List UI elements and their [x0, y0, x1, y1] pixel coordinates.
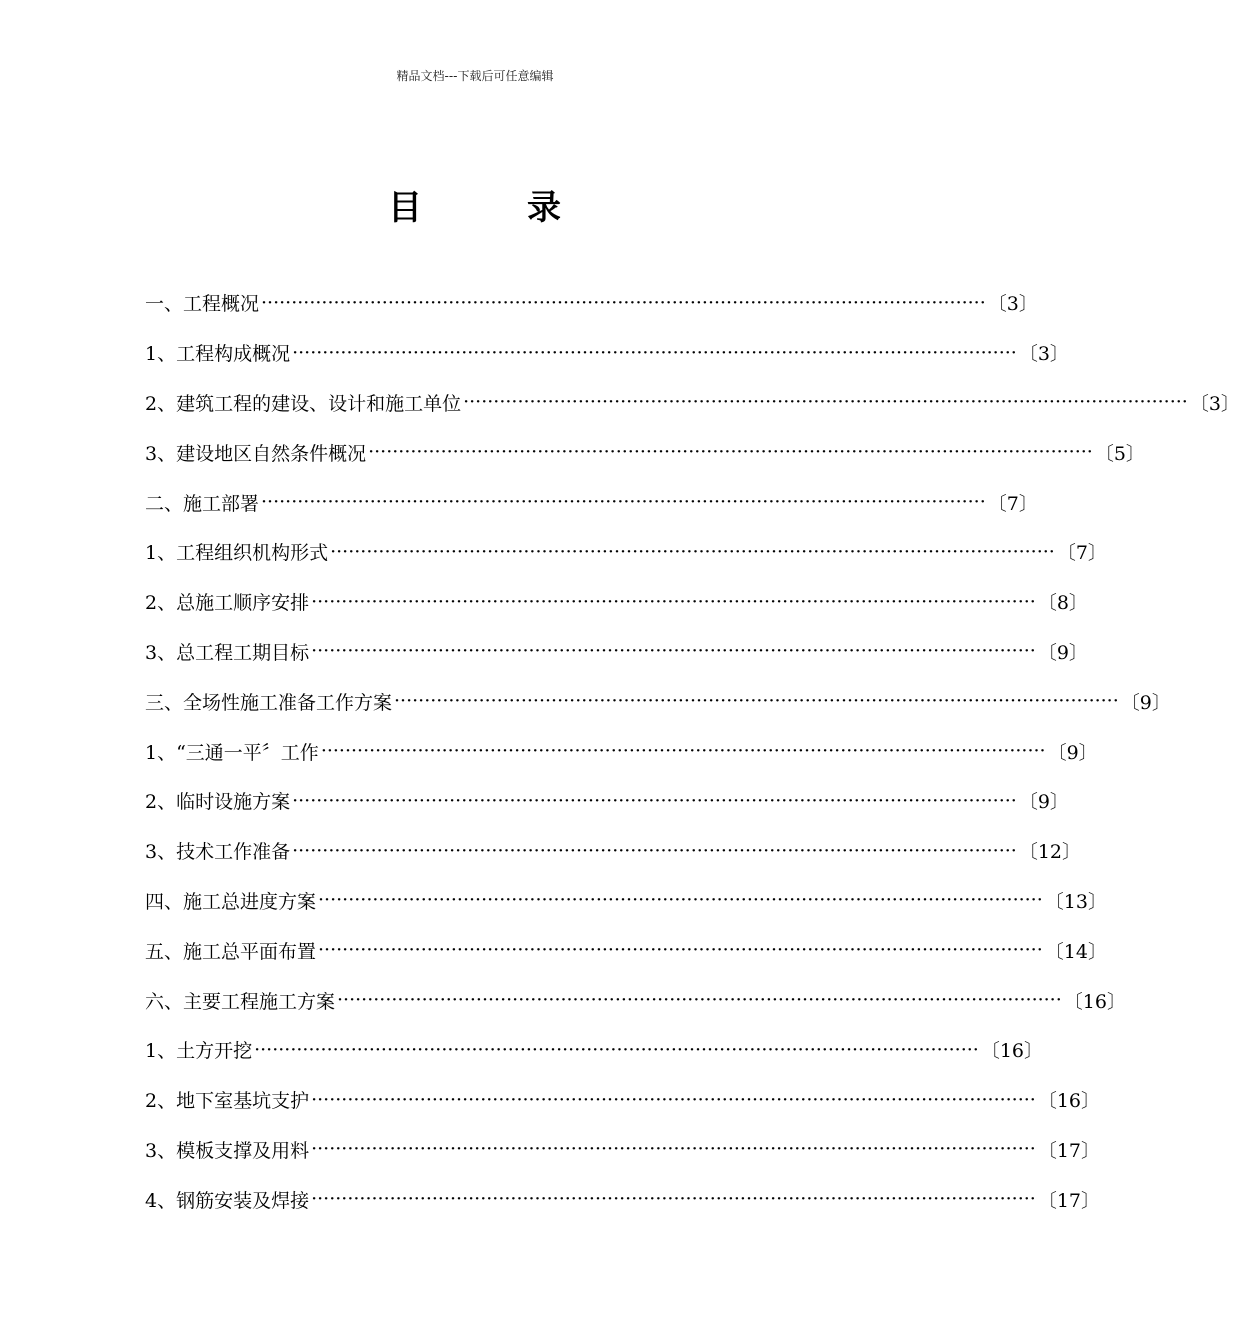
toc-entry-page: 〔9〕	[1018, 791, 1069, 814]
page-header-note: 精品文档---下载后可任意编辑	[396, 69, 554, 83]
toc-entry-label: 六、主要工程施工方案	[145, 990, 336, 1013]
toc-entry-page: 〔9〕	[1120, 691, 1171, 714]
toc-entry[interactable]	[145, 876, 1107, 926]
toc-entry-page: 〔16〕	[1063, 990, 1126, 1013]
toc-entry-page: 〔5〕	[1094, 442, 1145, 465]
toc-entry[interactable]	[145, 925, 1107, 975]
toc-dot-leader: ························································································································	[311, 1188, 1036, 1211]
toc-entry[interactable]	[145, 1075, 1101, 1125]
toc-dot-leader: ························································································································	[463, 391, 1188, 414]
toc-entry-page: 〔7〕	[1056, 542, 1107, 565]
table-of-contents	[145, 278, 1240, 1224]
toc-entry[interactable]	[145, 378, 1240, 428]
toc-entry-label: 3、建设地区自然条件概况	[145, 442, 367, 465]
toc-entry[interactable]	[145, 826, 1082, 876]
title-char-2: 录	[527, 188, 561, 228]
toc-entry[interactable]	[145, 776, 1069, 826]
toc-entry-page: 〔9〕	[1037, 641, 1088, 664]
toc-dot-leader: ························································································································	[254, 1038, 979, 1061]
toc-entry-page: 〔16〕	[1037, 1090, 1101, 1113]
toc-entry[interactable]	[145, 427, 1145, 477]
toc-entry-label: 2、临时设施方案	[145, 791, 291, 814]
toc-dot-leader: ························································································································	[394, 690, 1119, 713]
toc-entry-label: 2、建筑工程的建设、设计和施工单位	[145, 392, 462, 415]
toc-entry[interactable]	[145, 1174, 1101, 1224]
toc-dot-leader: ························································································································	[311, 640, 1036, 663]
toc-dot-leader: ························································································································	[292, 341, 1017, 364]
toc-dot-leader: ························································································································	[261, 491, 986, 514]
toc-entry-label: 3、模板支撑及用料	[145, 1139, 310, 1162]
toc-entry-page: 〔13〕	[1044, 890, 1107, 913]
toc-dot-leader: ························································································································	[311, 1138, 1036, 1161]
toc-entry-page: 〔8〕	[1037, 592, 1088, 615]
toc-entry-page: 〔9〕	[1047, 741, 1098, 764]
toc-entry-page: 〔12〕	[1018, 841, 1082, 864]
toc-dot-leader: ························································································································	[311, 1088, 1036, 1111]
toc-entry-label: 二、施工部署	[145, 492, 260, 515]
toc-entry[interactable]	[145, 975, 1126, 1025]
toc-entry-page: 〔14〕	[1044, 940, 1107, 963]
toc-entry-page: 〔17〕	[1037, 1189, 1101, 1212]
toc-entry-label: 1、工程构成概况	[145, 343, 291, 366]
toc-entry[interactable]	[145, 527, 1107, 577]
toc-entry[interactable]	[145, 577, 1088, 627]
toc-entry[interactable]	[145, 278, 1038, 328]
toc-entry-label: 1、土方开挖	[145, 1040, 253, 1063]
toc-entry-label: 三、全场性施工准备工作方案	[145, 691, 393, 714]
toc-dot-leader: ························································································································	[311, 590, 1036, 613]
toc-entry[interactable]	[145, 627, 1088, 677]
toc-entry-label: 五、施工总平面布置	[145, 940, 317, 963]
toc-entry-page: 〔3〕	[1018, 343, 1069, 366]
toc-dot-leader: ························································································································	[261, 291, 986, 314]
toc-dot-leader: ························································································································	[318, 939, 1043, 962]
toc-entry[interactable]	[145, 726, 1098, 776]
toc-entry-label: 1、“三通一平〞工作	[145, 741, 319, 764]
toc-dot-leader: ························································································································	[368, 441, 1093, 464]
toc-dot-leader: ························································································································	[318, 889, 1043, 912]
toc-entry[interactable]	[145, 328, 1069, 378]
toc-dot-leader: ························································································································	[292, 789, 1017, 812]
toc-dot-leader: ························································································································	[337, 989, 1062, 1012]
toc-dot-leader: ························································································································	[292, 839, 1017, 862]
toc-entry-label: 3、总工程工期目标	[145, 641, 310, 664]
toc-entry[interactable]	[145, 477, 1038, 527]
toc-entry-page: 〔7〕	[987, 492, 1038, 515]
toc-dot-leader: ························································································································	[320, 740, 1046, 763]
document-title	[0, 180, 950, 228]
toc-entry-label: 3、技术工作准备	[145, 841, 291, 864]
toc-dot-leader: ························································································································	[330, 540, 1055, 563]
toc-entry-label: 4、钢筋安装及焊接	[145, 1189, 310, 1212]
toc-entry-label: 一、工程概况	[145, 293, 260, 316]
toc-entry[interactable]	[145, 1125, 1101, 1175]
toc-entry-page: 〔3〕	[987, 293, 1038, 316]
toc-entry-page: 〔16〕	[980, 1040, 1044, 1063]
title-char-1: 目	[388, 188, 422, 228]
toc-entry-label: 1、工程组织机构形式	[145, 542, 329, 565]
toc-entry-page: 〔3〕	[1189, 392, 1240, 415]
toc-entry-label: 2、地下室基坑支护	[145, 1090, 310, 1113]
toc-entry-label: 2、总施工顺序安排	[145, 592, 310, 615]
toc-entry-label: 四、施工总进度方案	[145, 890, 317, 913]
toc-entry[interactable]	[145, 1025, 1044, 1075]
toc-entry[interactable]	[145, 676, 1171, 726]
toc-entry-page: 〔17〕	[1037, 1139, 1101, 1162]
